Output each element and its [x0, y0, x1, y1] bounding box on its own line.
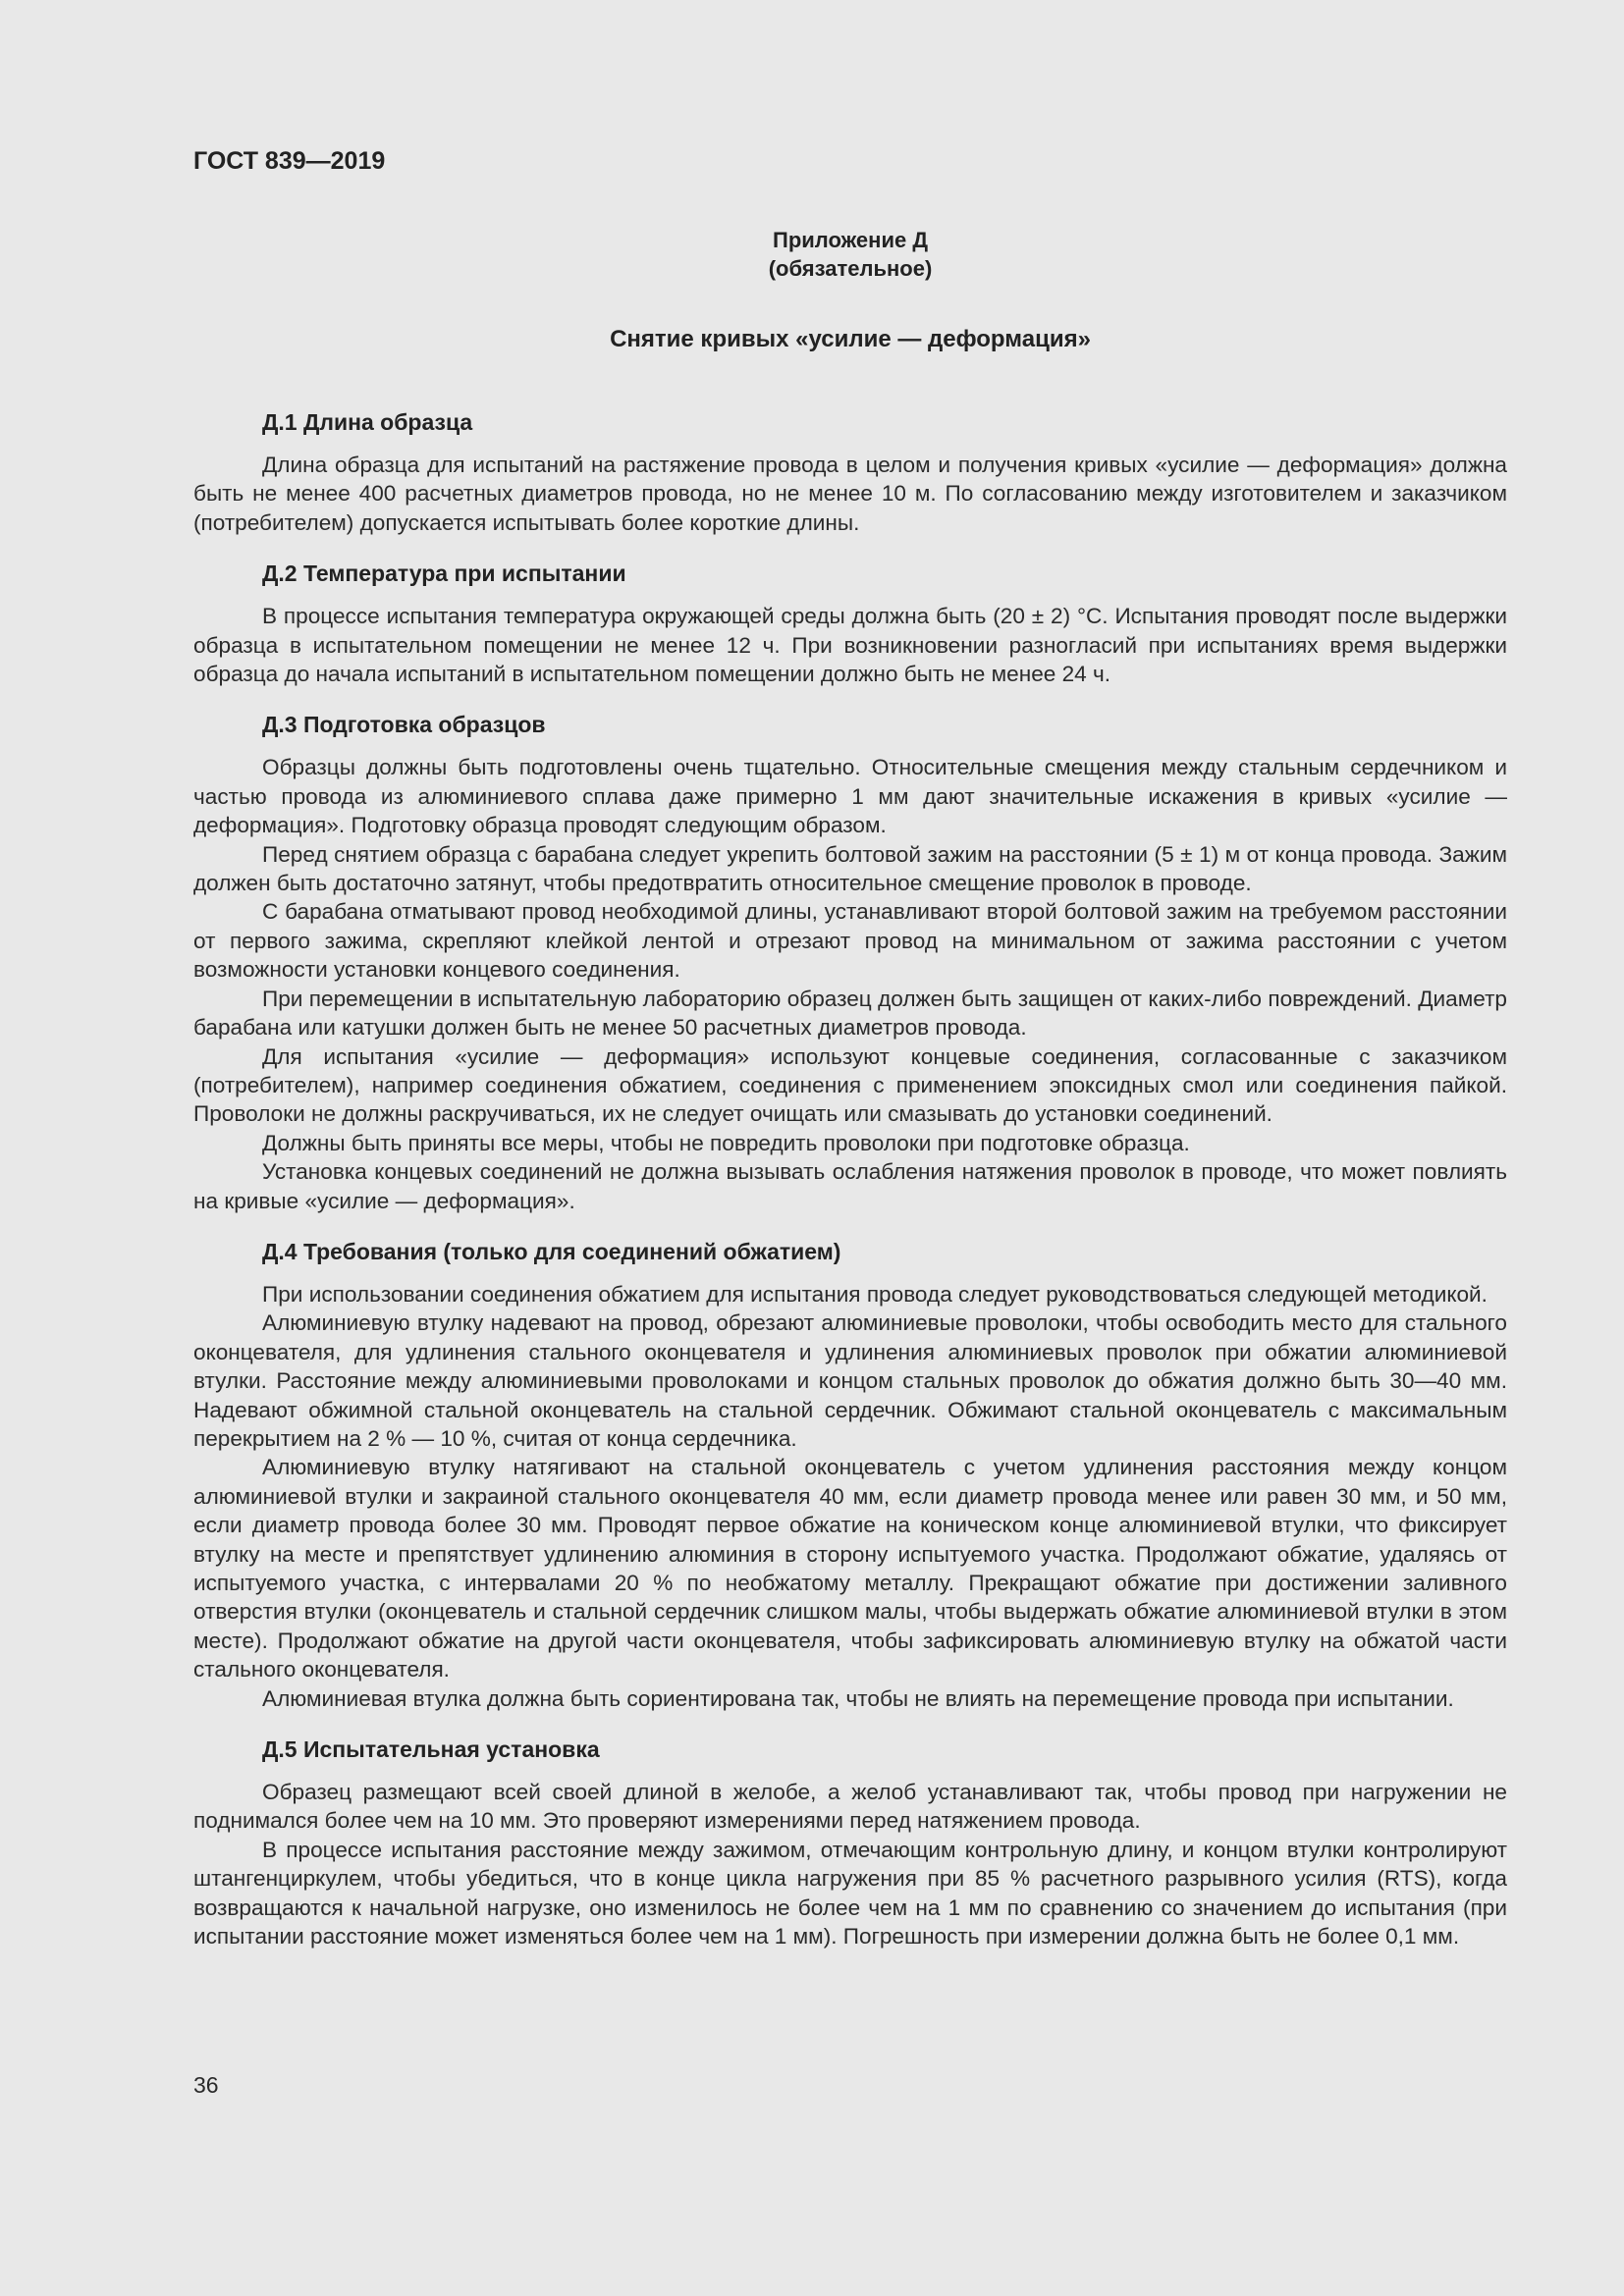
section-heading: Д.5 Испытательная установка: [262, 1736, 600, 1763]
paragraph: Должны быть приняты все меры, чтобы не повредить проволоки при подготовке образца.: [262, 1130, 1190, 1155]
appendix-status: (обязательное): [768, 256, 933, 281]
paragraph: Образцы должны быть подготовлены очень тщательно. Относительные смещения между стальным сердечником и частью провода из алюминиевого сплава даже примерно 1 мм дают значительные искажения в кривых «усилие — деформация». Подготовку образца проводят следующим образом.: [193, 755, 1507, 838]
appendix-title: Снятие кривых «усилие — деформация»: [610, 326, 1091, 352]
paragraph: Для испытания «усилие — деформация» используют концевые соединения, согласованные с заказчиком (потребителем), например соединения обжатием, соединения с применением эпоксидных смол или соединения пайкой. Проволоки не должны раскручиваться, их не следует очищать или смазывать до установки соединений.: [193, 1043, 1507, 1127]
paragraph: В процессе испытания расстояние между зажимом, отмечающим контрольную длину, и концом втулки контролируют штангенциркулем, чтобы убедиться, что в конце цикла нагружения при 85 % расчетного разрывного усилия (RTS), когда возвращаются к начальной нагрузке, оно изменилось не более чем на 1 мм по сравнению со значением до испытания (при испытании расстояние может изменяться более чем на 1 мм). Погрешность при измерении должна быть не более 0,1 мм.: [193, 1837, 1507, 1949]
document-id: ГОСТ 839—2019: [193, 147, 386, 175]
paragraph: Установка концевых соединений не должна вызывать ослабления натяжения проволок в проводе, что может повлиять на кривые «усилие — деформация».: [193, 1159, 1507, 1213]
paragraph: В процессе испытания температура окружающей среды должна быть (20 ± 2) °C. Испытания проводят после выдержки образца в испытательном помещении не менее 12 ч. При возникновении разногласий при испытаниях время выдержки образца до начала испытаний в испытательном помещении должно быть не менее 24 ч.: [193, 604, 1507, 687]
appendix-label: Приложение Д: [773, 228, 928, 252]
paragraph: Образец размещают всей своей длиной в желобе, а желоб устанавливают так, чтобы провод при нагружении не поднимался более чем на 10 мм. Это проверяют измерениями перед натяжением провода.: [193, 1780, 1507, 1834]
paragraph: С барабана отматывают провод необходимой длины, устанавливают второй болтовой зажим на требуемом расстоянии от первого зажима, скрепляют клейкой лентой и отрезают провод на минимальном от зажима расстоянии с учетом возможности установки концевого соединения.: [193, 899, 1507, 983]
section-d5: [193, 1735, 1507, 1950]
paragraph: Алюминиевая втулка должна быть сориентирована так, чтобы не влиять на перемещение провода при испытании.: [262, 1685, 1454, 1711]
section-d4: [193, 1237, 1507, 1713]
paragraph: При использовании соединения обжатием для испытания провода следует руководствоваться следующей методикой.: [262, 1281, 1488, 1307]
section-d2: [193, 559, 1507, 688]
paragraph: Длина образца для испытаний на растяжение провода в целом и получения кривых «усилие — деформация» должна быть не менее 400 расчетных диаметров провода, но не менее 10 м. По согласованию между изготовителем и заказчиком (потребителем) допускается испытывать более короткие длины.: [193, 453, 1507, 535]
section-heading: Д.2 Температура при испытании: [262, 561, 626, 587]
section-heading: Д.3 Подготовка образцов: [262, 712, 546, 738]
section-heading: Д.4 Требования (только для соединений обжатием): [262, 1238, 841, 1264]
section-d3: [193, 710, 1507, 1215]
section-heading: Д.1 Длина образца: [262, 409, 473, 435]
paragraph: Алюминиевую втулку натягивают на стальной оконцеватель с учетом удлинения расстояния между концом алюминиевой втулки и закраиной стального оконцевателя 40 мм, если диаметр провода менее или равен 30 мм, и 50 мм, если диаметр провода более 30 мм. Проводят первое обжатие на коническом конце алюминиевой втулки, что фиксирует втулку на месте и препятствует удлинению алюминия в сторону испытуемого участка. Продолжают обжатие, удаляясь от испытуемого участка, с интервалами 20 % по необжатому металлу. Прекращают обжатие при достижении заливного отверстия втулки (оконцеватель и стальной сердечник слишком малы, чтобы выдержать обжатие алюминиевой втулки в этом месте). Продолжают обжатие на другой части оконцевателя, чтобы зафиксировать алюминиевую втулку на обжатой части стального оконцевателя.: [193, 1455, 1507, 1682]
paragraph: При перемещении в испытательную лабораторию образец должен быть защищен от каких-либо повреждений. Диаметр барабана или катушки должен быть не менее 50 расчетных диаметров провода.: [193, 986, 1507, 1041]
paragraph: Алюминиевую втулку надевают на провод, обрезают алюминиевые проволоки, чтобы освободить место для стального оконцевателя, для удлинения стального оконцевателя и удлинения алюминиевых проволок при обжатии алюминиевой втулки. Расстояние между алюминиевыми проволоками и концом стальных проволок до обжатия должно быть 30—40 мм. Надевают обжимной стальной оконцеватель на стальной сердечник. Обжимают стальной оконцеватель с максимальным перекрытием на 2 % — 10 %, считая от конца сердечника.: [193, 1310, 1507, 1451]
section-d1: [193, 407, 1507, 537]
paragraph: Перед снятием образца с барабана следует укрепить болтовой зажим на расстоянии (5 ± 1) м от конца провода. Зажим должен быть достаточно затянут, чтобы предотвратить относительное смещение проволок в проводе.: [193, 841, 1507, 896]
document-body: [193, 407, 1507, 1972]
page-number: 36: [193, 2072, 219, 2098]
appendix-heading: [193, 226, 1507, 283]
